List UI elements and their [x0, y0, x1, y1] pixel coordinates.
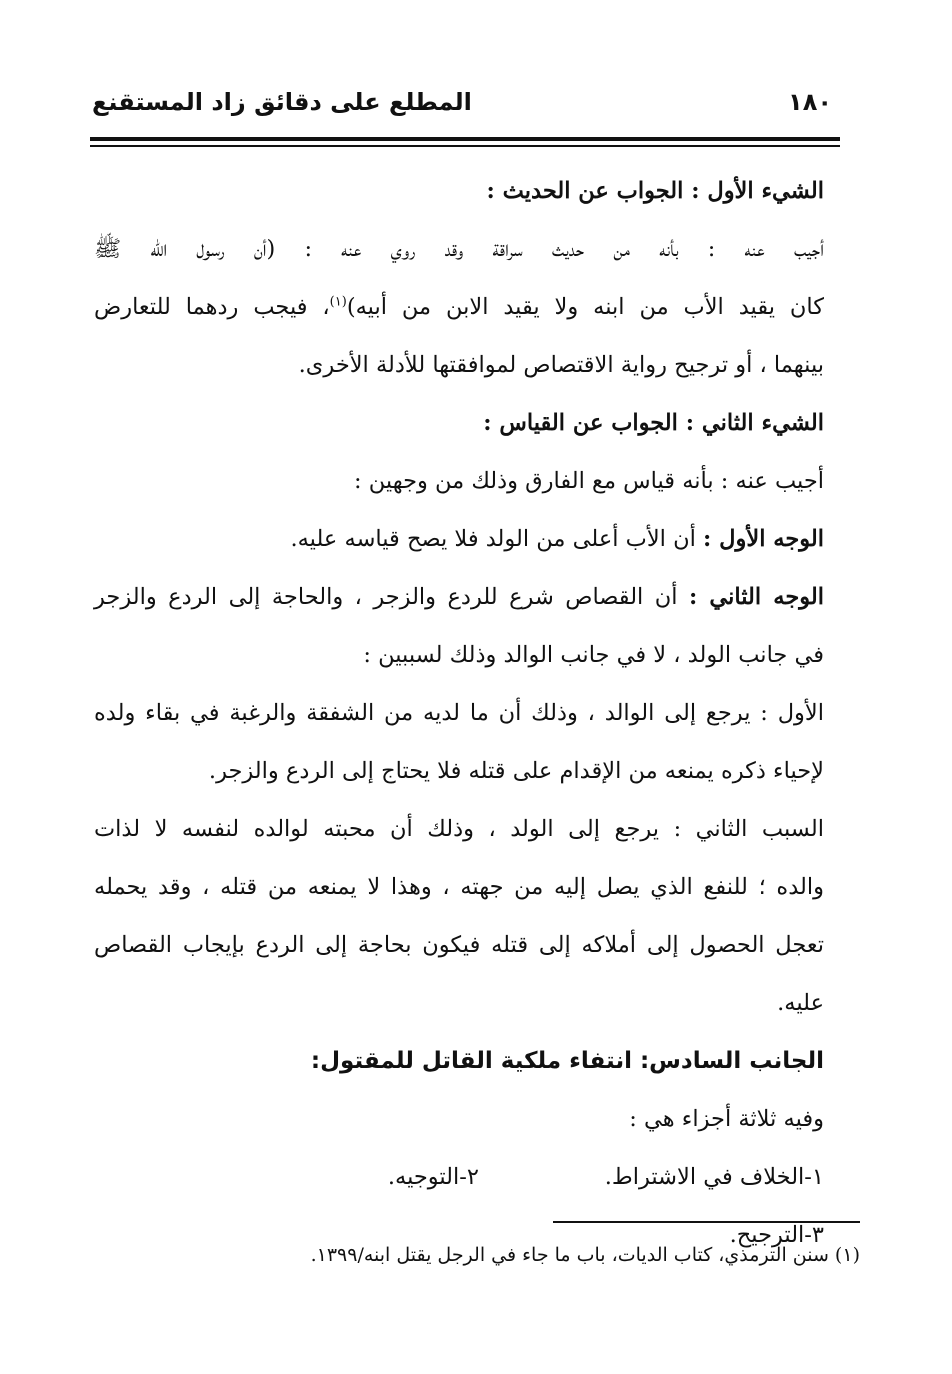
paragraph-line: الأول : يرجع إلى الوالد ، وذلك أن ما لديه من الشفقة والرغبة في بقاء ولده	[94, 700, 824, 726]
face-two-line	[94, 568, 824, 626]
paragraph-text: ، فيجب ردهما للتعارض	[94, 294, 330, 320]
paragraph-line: بينهما ، أو ترجيح رواية الاقتصاص لموافقتها للأدلة الأخرى.	[298, 352, 824, 378]
face-two-text: أن القصاص شرع للردع والزجر ، والحاجة إلى الردع والزجر	[94, 584, 689, 610]
paragraph-line: أجيب عنه : بأنه من حديث سراقة وقد روي عنه : (أن رسول الله ﷺ	[94, 236, 824, 262]
paragraph-line: في جانب الولد ، لا في جانب الوالد وذلك لسببين :	[363, 642, 824, 668]
subheading-analogy-answer: الشيء الثاني : الجواب عن القياس :	[483, 410, 824, 436]
book-title: المطلع على دقائق زاد المستقنع	[92, 88, 472, 116]
paragraph-line: أجيب عنه : بأنه قياس مع الفارق وذلك من وجهين :	[354, 468, 824, 494]
paragraph-line: السبب الثاني : يرجع إلى الولد ، وذلك أن محبته لوالده لنفسه لا لذات	[94, 816, 824, 842]
face-two-label: الوجه الثاني :	[688, 584, 824, 610]
paragraph-line: لإحياء ذكره يمنعه من الإقدام على قتله فلا يحتاج إلى الردع والزجر.	[208, 758, 824, 784]
running-header	[92, 88, 832, 128]
header-rule-thick	[90, 137, 840, 141]
paragraph-line: عليه.	[777, 990, 824, 1016]
list-item: ١-الخلاف في الاشتراط.	[604, 1164, 824, 1190]
list-item: ٣-الترجيح.	[729, 1222, 824, 1248]
footnote-rule	[553, 1221, 860, 1223]
list-item: ٢-التوجيه.	[387, 1164, 479, 1190]
header-rule-thin	[90, 145, 840, 147]
footnote: (١) سنن الترمذي، كتاب الديات، باب ما جاء في الرجل يقتل ابنه/١٣٩٩.	[310, 1244, 860, 1266]
subheading-hadith-answer: الشيء الأول : الجواب عن الحديث :	[486, 178, 824, 204]
face-one-label: الوجه الأول :	[703, 526, 824, 552]
paragraph-line: وفيه ثلاثة أجزاء هي :	[629, 1106, 824, 1132]
paragraph-text: كان يقيد الأب من ابنه ولا يقيد الابن من أبيه)	[346, 294, 824, 320]
page-number: ١٨٠	[788, 88, 832, 116]
footnote-reference: (١)	[329, 294, 347, 310]
section-heading: الجانب السادس: انتفاء ملكية القاتل للمقتول:	[310, 1048, 824, 1074]
face-one-text: أن الأب أعلى من الولد فلا يصح قياسه عليه.	[290, 526, 704, 552]
paragraph-line: تعجل الحصول إلى أملاكه إلى قتله فيكون بحاجة إلى الردع بإيجاب القصاص	[94, 932, 824, 958]
main-text	[94, 162, 824, 1264]
list-row	[94, 1148, 824, 1206]
face-one-line	[94, 510, 824, 568]
paragraph-line: والده ؛ للنفع الذي يصل إليه من جهته ، وهذا لا يمنعه من قتله ، وقد يحمله	[94, 874, 824, 900]
paragraph-line-with-footnote	[94, 278, 824, 336]
